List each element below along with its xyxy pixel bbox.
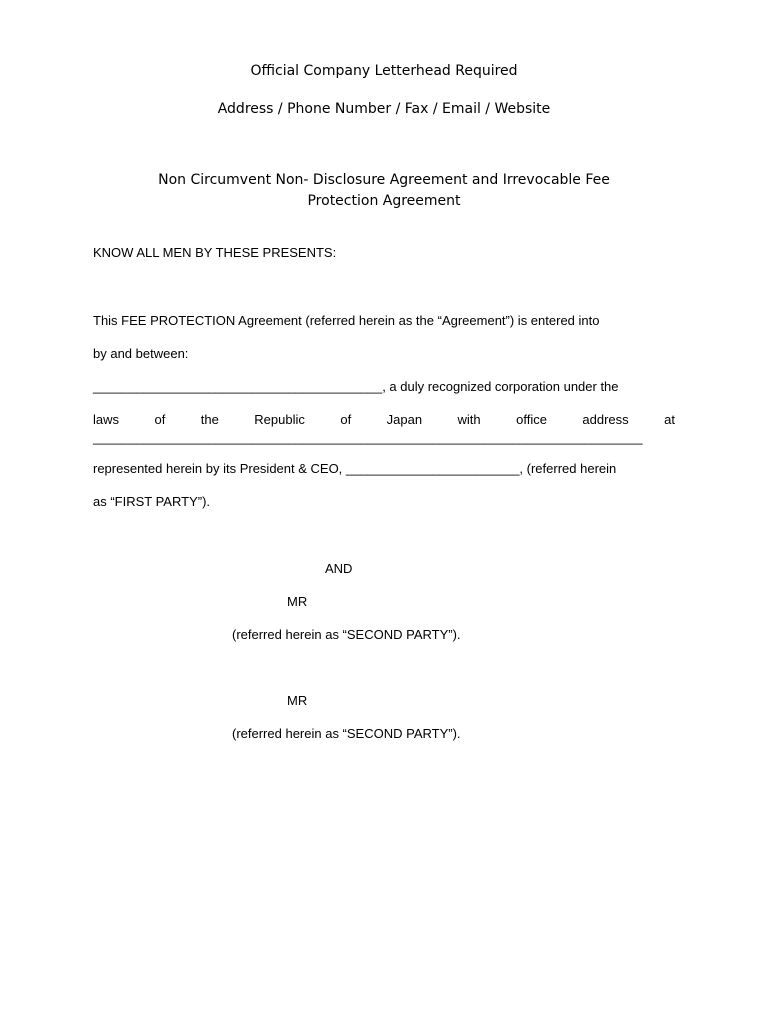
know-all-men-heading: KNOW ALL MEN BY THESE PRESENTS: — [93, 245, 337, 260]
word: the — [200, 412, 219, 427]
and-label: AND — [325, 561, 353, 576]
paragraph-2-line-1: ________________________________________, a duly recognized corporation under the — [93, 379, 619, 394]
word: Japan — [386, 412, 423, 427]
word: of — [154, 412, 166, 427]
paragraph-2-line-5: as “FIRST PARTY”). — [93, 494, 211, 509]
paragraph-1-line-2: by and between: — [93, 346, 189, 361]
agreement-title-line-1: Non Circumvent Non- Disclosure Agreement and Irrevocable Fee — [158, 172, 610, 188]
word: laws — [93, 412, 120, 427]
second-party-note-1: (referred herein as “SECOND PARTY”). — [232, 627, 461, 642]
paragraph-2-blank-line: ____________________________________________________________________________ — [93, 430, 643, 445]
mr-label-1: MR — [287, 594, 308, 609]
word: office — [516, 412, 547, 427]
agreement-title-line-2: Protection Agreement — [307, 193, 461, 209]
agreement-title — [0, 170, 768, 212]
mr-label-2: MR — [287, 693, 308, 708]
word: at — [664, 412, 675, 427]
word: address — [582, 412, 629, 427]
letterhead-line-1: Official Company Letterhead Required — [250, 63, 518, 79]
second-party-note-2: (referred herein as “SECOND PARTY”). — [232, 726, 461, 741]
word: Republic — [254, 412, 305, 427]
paragraph-1-line-1: This FEE PROTECTION Agreement (referred herein as the “Agreement”) is entered into — [93, 313, 600, 328]
letterhead-line-2: Address / Phone Number / Fax / Email / Website — [217, 101, 551, 117]
word: of — [340, 412, 352, 427]
word: with — [457, 412, 481, 427]
paragraph-2-line-4: represented herein by its President & CEO, ________________________, (referred herein — [93, 461, 617, 476]
paragraph-2-line-2 — [93, 412, 675, 428]
